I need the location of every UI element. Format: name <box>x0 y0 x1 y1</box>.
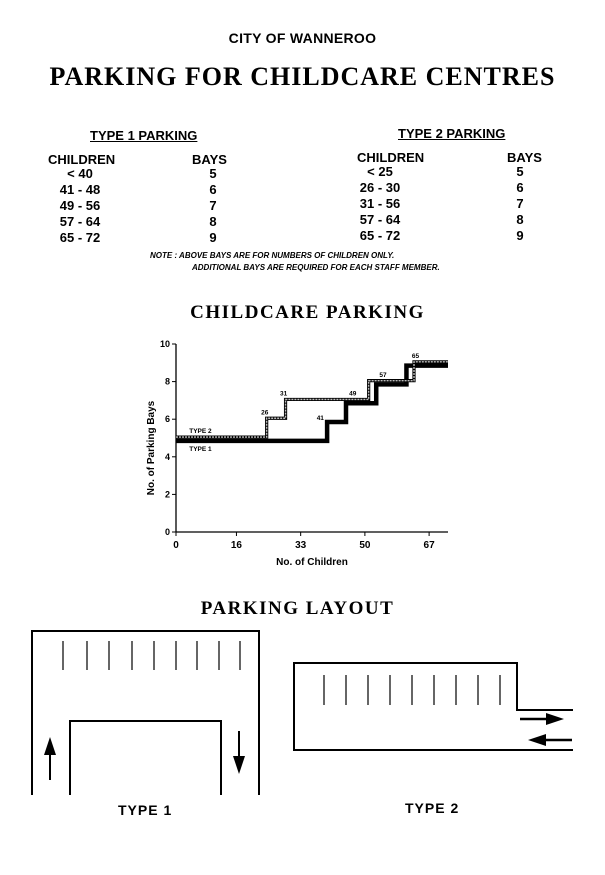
page-title: PARKING FOR CHILDCARE CENTRES <box>49 62 556 91</box>
y-tick-label: 0 <box>164 527 170 537</box>
type2-children-cell: 65 - 72 <box>359 228 401 243</box>
type2-table-title: TYPE 2 PARKING <box>398 126 506 141</box>
type2-col-children: CHILDREN <box>357 150 425 165</box>
type2-bays-cell: 8 <box>516 212 524 227</box>
type2-row <box>350 180 550 196</box>
type1-table-title: TYPE 1 PARKING <box>90 128 198 143</box>
city-name: CITY OF WANNEROO <box>228 30 377 46</box>
type2-col-bays: BAYS <box>507 150 542 165</box>
y-axis-label: No. of Parking Bays <box>146 400 157 496</box>
type1-bay-lines <box>63 641 240 670</box>
type2-bays-cell: 6 <box>516 180 524 195</box>
type2-layout-label: TYPE 2 <box>405 800 460 816</box>
type2-row <box>350 196 550 212</box>
type1-col-children: CHILDREN <box>48 152 116 167</box>
type1-outer-boundary <box>32 631 259 795</box>
type1-col-bays: BAYS <box>192 152 227 167</box>
type1-bays-cell: 8 <box>209 214 217 229</box>
type1-children-cell: 57 - 64 <box>59 214 101 229</box>
x-tick-label: 67 <box>423 540 435 551</box>
y-tick-label: 6 <box>164 414 170 425</box>
type2-children-cell: 26 - 30 <box>359 180 401 195</box>
type1-row <box>40 230 240 246</box>
x-tick-label: 33 <box>295 540 307 551</box>
type1-children-cell: 65 - 72 <box>59 230 101 245</box>
type2-children-cell: < 25 <box>367 164 393 179</box>
type2-row <box>350 228 550 244</box>
type1-bays-cell: 9 <box>209 230 217 245</box>
staff-note <box>150 250 440 274</box>
type1-row <box>40 198 240 214</box>
type1-children-cell: < 40 <box>67 166 93 181</box>
type2-row <box>350 164 550 180</box>
type2-children-cell: 57 - 64 <box>359 212 401 227</box>
type1-row <box>40 182 240 198</box>
type1-row <box>40 166 240 182</box>
type2-right-arrow <box>520 713 564 725</box>
type1-inner-island <box>70 721 221 795</box>
type2-bays-cell: 7 <box>516 196 524 211</box>
type-1-series-line <box>176 366 448 441</box>
type2-children-cell: 31 - 56 <box>359 196 401 211</box>
type-2-series-label: TYPE 2 <box>189 428 212 436</box>
x-tick-label: 0 <box>173 540 179 551</box>
step-point-label: 57 <box>379 371 387 379</box>
type2-left-arrow <box>528 734 572 746</box>
type2-bay-lines <box>324 675 500 705</box>
step-point-label: 41 <box>316 415 324 423</box>
type-1-series-label: TYPE 1 <box>189 445 212 453</box>
note-line-2: ADDITIONAL BAYS ARE REQUIRED FOR EACH STAFF MEMBER. <box>192 263 440 272</box>
type1-layout-diagram <box>25 625 270 800</box>
step-point-label: 31 <box>280 390 288 398</box>
layout-title: PARKING LAYOUT <box>200 598 395 619</box>
type1-layout-label: TYPE 1 <box>118 802 173 818</box>
childcare-parking-chart <box>130 330 470 575</box>
note-line-1: NOTE : ABOVE BAYS ARE FOR NUMBERS OF CHILDREN ONLY. <box>150 251 395 260</box>
type1-bays-cell: 6 <box>209 182 217 197</box>
x-axis-label: No. of Children <box>276 557 348 568</box>
type2-row <box>350 212 550 228</box>
y-tick-label: 4 <box>164 451 170 462</box>
y-tick-label: 8 <box>164 376 170 387</box>
y-tick-label: 10 <box>159 339 170 349</box>
type2-bays-cell: 9 <box>516 228 524 243</box>
type1-down-arrow <box>233 731 245 774</box>
type1-row <box>40 214 240 230</box>
type1-bays-cell: 5 <box>209 166 217 181</box>
step-point-label: 65 <box>411 353 420 361</box>
step-point-label: 49 <box>349 390 357 398</box>
x-tick-label: 50 <box>359 540 371 551</box>
type1-children-cell: 49 - 56 <box>59 198 101 213</box>
chart-title: CHILDCARE PARKING <box>190 302 425 323</box>
step-point-label: 26 <box>261 409 269 417</box>
x-tick-label: 16 <box>230 540 243 551</box>
type1-children-cell: 41 - 48 <box>59 182 101 197</box>
type2-layout-diagram <box>288 655 578 760</box>
type1-bays-cell: 7 <box>209 198 217 213</box>
type2-table-body <box>350 164 550 244</box>
y-tick-label: 2 <box>164 489 170 500</box>
type2-bays-cell: 5 <box>516 164 524 179</box>
type1-up-arrow <box>44 737 56 780</box>
type1-table-body <box>40 166 240 246</box>
